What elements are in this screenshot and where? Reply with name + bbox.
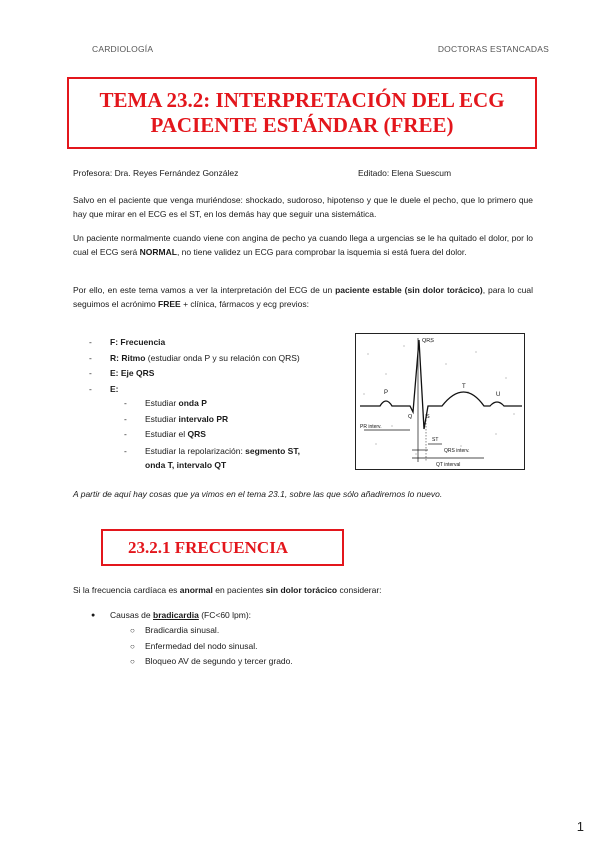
e-sublist [124, 396, 300, 472]
ecg-label-u: U [496, 392, 501, 398]
ecg-label-t: T [462, 384, 466, 390]
list-item-bold: R: Ritmo [110, 352, 146, 363]
ecg-label-s: S [426, 414, 430, 420]
list-item [110, 639, 293, 655]
list-item-bold: onda P [178, 398, 207, 408]
list-item-bold: QRS [187, 429, 206, 440]
list-item-bold: F: Frecuencia [110, 337, 166, 347]
dash-marker: - [124, 398, 127, 408]
dash-marker: - [89, 352, 92, 363]
list-item-text: Bloqueo AV de segundo y tercer grado. [145, 656, 293, 666]
p2-bold-normal: NORMAL [139, 247, 177, 257]
p3-text-e: + clínica, fármacos y ecg previos: [180, 299, 309, 309]
p2-text-c: , no tiene validez un ECG para comprobar la isquemia si está fuera del dolor. [176, 247, 467, 257]
freq-text: Si la frecuencia cardíaca es [73, 585, 180, 595]
list-item-bold: E: [110, 383, 119, 394]
paragraph-2 [73, 231, 533, 259]
ecg-trace [360, 340, 522, 429]
ecg-label-st: ST [432, 437, 439, 443]
header-left: CARDIOLOGÍA [92, 44, 154, 54]
ecg-label-pr: PR interv. [360, 424, 382, 430]
ecg-waveform-svg [356, 334, 524, 469]
freq-bold: anormal [179, 585, 213, 595]
p3-bold-paciente: paciente estable (sin dolor torácico) [335, 285, 483, 295]
list-item-text: (FC<60 lpm): [198, 610, 252, 620]
list-item-bold: intervalo PR [178, 413, 229, 424]
page-number: 1 [576, 819, 584, 834]
list-item-bold: onda T, intervalo QT [145, 459, 227, 470]
ecg-label-q: Q [408, 414, 413, 420]
meta-profesora: Profesora: Dra. Reyes Fernández González [73, 168, 239, 178]
dash-marker: - [89, 368, 92, 379]
dash-marker: - [89, 337, 92, 347]
paragraph-1: Salvo en el paciente que venga muriéndose: shockado, sudoroso, hipotenso y que le duele el pecho, que lo primero que hay que mirar en el ECG es el ST, en los demás hay que seguir una sistemática. [73, 195, 533, 219]
bullet-ring-icon: ○ [130, 657, 135, 666]
ecg-noise-dots [363, 341, 514, 454]
title-line-2: PACIENTE ESTÁNDAR (FREE) [150, 113, 454, 137]
list-item [91, 608, 293, 623]
bradicardia-list [91, 608, 293, 670]
list-item-text: Estudiar [145, 398, 179, 408]
bullet-ring-icon: ○ [130, 626, 135, 635]
meta-editado: Editado: Elena Suescum [358, 168, 452, 178]
list-item-text: Estudiar el [145, 429, 188, 440]
p3-text-a: Por ello, en este tema vamos a ver la interpretación del ECG de un [73, 285, 336, 295]
list-item [124, 412, 300, 428]
ecg-label-qt: QT interval [436, 462, 461, 468]
ecg-label-top: QRS [422, 338, 434, 344]
free-list [89, 335, 300, 397]
list-item [89, 335, 300, 351]
bullet-ring-icon: ○ [130, 641, 135, 651]
list-item [124, 443, 300, 472]
list-item-text: (estudiar onda P y su relación con QRS) [145, 352, 300, 363]
freq-text: en pacientes [212, 585, 266, 595]
freq-text: considerar: [337, 585, 382, 595]
p2-text-a: Un paciente normalmente cuando viene con angina de pecho ya cuando llega a urgencias se le ha quitado el dolor, por lo cual el ECG será [73, 233, 533, 257]
list-item-text: Estudiar la repolarización: [145, 445, 246, 456]
freq-bold: sin dolor torácico [265, 585, 338, 595]
section-box [101, 529, 344, 566]
dash-marker: - [124, 445, 127, 456]
ecg-label-p: P [384, 390, 389, 396]
header-right: DOCTORAS ESTANCADAS [437, 44, 549, 54]
section-title: 23.2.1 FRECUENCIA [128, 537, 289, 557]
p3-bold-free: FREE [158, 299, 181, 309]
list-item [89, 351, 300, 367]
list-item-text: Causas de [110, 610, 153, 620]
frequency-intro [73, 585, 382, 595]
ecg-diagram [355, 333, 525, 470]
list-item-bold: E: Eje QRS [110, 368, 155, 379]
list-item-text: Estudiar [145, 413, 179, 424]
paragraph-3 [73, 283, 533, 311]
dash-marker: - [89, 383, 92, 394]
title-box [67, 77, 537, 149]
title-line-1: TEMA 23.2: INTERPRETACIÓN DEL ECG [99, 88, 505, 112]
list-item [124, 427, 300, 443]
italic-note: A partir de aquí hay cosas que ya vimos en el tema 23.1, sobre las que sólo añadiremos lo nuevo. [73, 489, 443, 499]
list-item [110, 623, 293, 639]
ecg-label-qrs: QRS interv. [444, 448, 470, 454]
list-item-text: Enfermedad del nodo sinusal. [145, 640, 258, 651]
list-item-text: Bradicardia sinusal. [145, 625, 220, 635]
list-item [110, 654, 293, 670]
list-item-bold: segmento ST, [245, 445, 300, 456]
dash-marker: - [124, 429, 127, 440]
bradicardia-underlined: bradicardia [153, 610, 199, 620]
list-item [89, 366, 300, 382]
bullet-dot-icon: ● [91, 612, 96, 619]
dash-marker: - [124, 413, 127, 424]
list-item [124, 396, 300, 412]
p3-text-c: , para lo cual seguimos el acrónimo [73, 285, 533, 309]
